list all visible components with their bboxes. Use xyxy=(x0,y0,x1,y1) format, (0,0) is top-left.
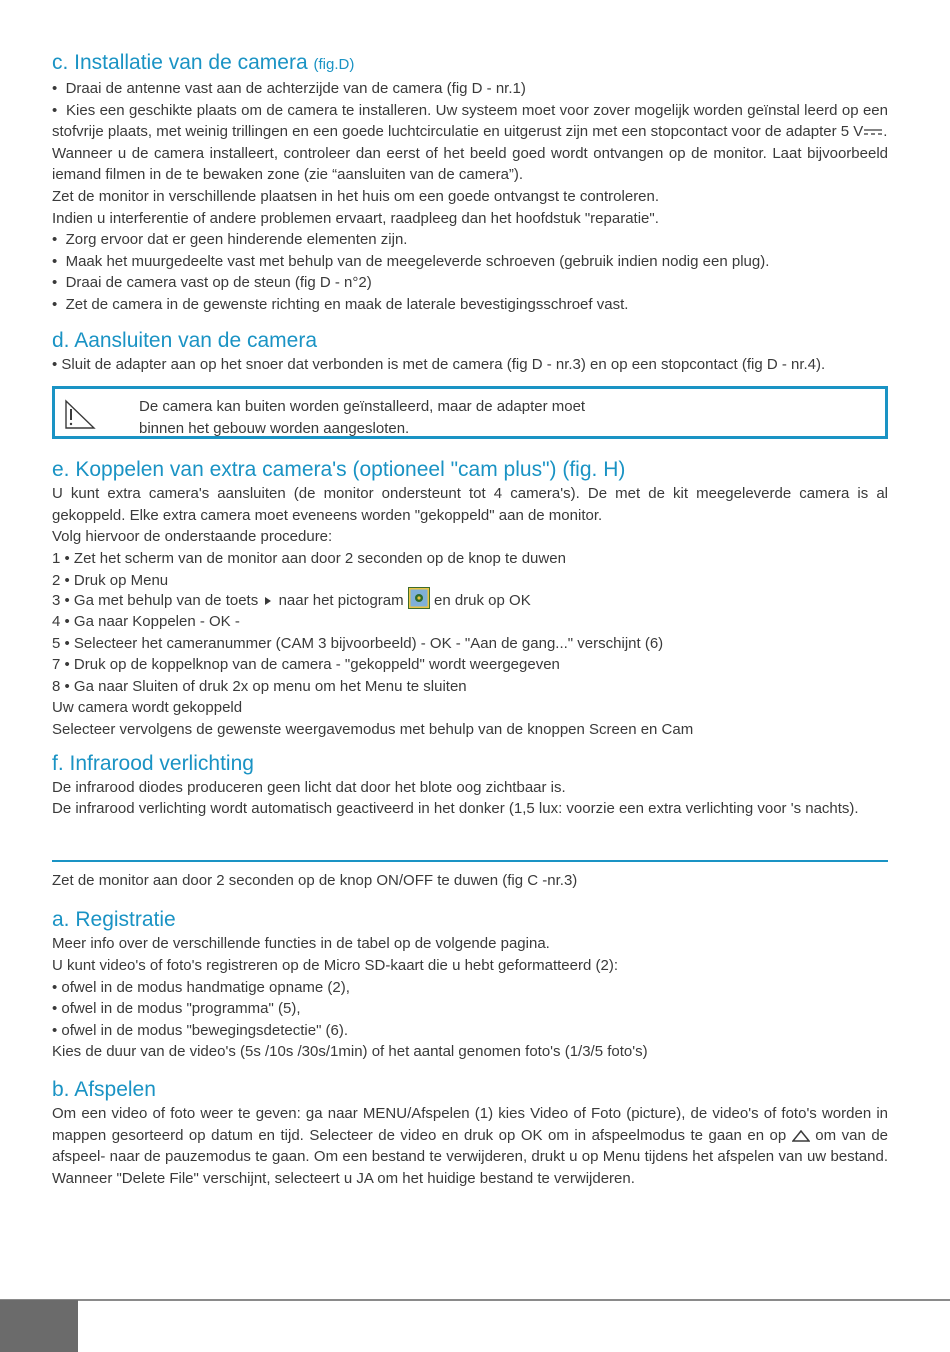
intro-text: Zet de monitor aan door 2 seconden op de knop ON/OFF te duwen (fig C -nr.3) xyxy=(52,871,578,889)
c-bullet-3: • Zorg ervoor dat er geen hinderende elementen zijn. xyxy=(52,229,888,251)
e-para-2: Volg hiervoor de onderstaande procedure: xyxy=(52,528,333,546)
c-bullet-6: • Zet de camera in de gewenste richting en maak de laterale bevestigingsschroef vast. xyxy=(52,294,888,316)
up-triangle-icon xyxy=(792,1130,810,1142)
e-para-1: U kunt extra camera's aansluiten (de monitor ondersteunt tot 4 camera's). De met de kit meegeleverde camera is al gekoppeld. Elke extra camera moet eveneens worden "gekoppeld" aan de monitor. xyxy=(52,485,888,524)
dc-symbol-icon xyxy=(863,127,883,137)
warning-triangle-icon xyxy=(63,399,97,431)
c-bullet-4: • Maak het muurgedeelte vast met behulp van de meegeleverde schroeven (gebruik indien nodig een plug). xyxy=(52,251,888,273)
section-d-title: d. Aansluiten van de camera xyxy=(52,328,318,352)
c-bullet-2: • Kies een geschikte plaats om de camera te installeren. Uw systeem moet voor zover mogelijk worden geïnstal leerd op een stofvrije plaats, met weinig trillingen en een goede luchtcirculatie en uitgerust zijn met een stopcontact voor de adapter 5 V . xyxy=(52,100,888,143)
section-c-title: c. Installatie van de camera (fig.D) xyxy=(52,51,355,74)
a-bullet-1: • ofwel in de modus handmatige opname (2), xyxy=(52,978,350,996)
e-step-3: 3 • Ga met behulp van de toets naar het pictogram en druk op OK xyxy=(52,591,888,611)
warning-box xyxy=(52,386,888,439)
footer-line xyxy=(0,1299,950,1301)
e-step-2: 2 • Druk op Menu xyxy=(52,571,169,589)
page-content xyxy=(52,50,888,1189)
c-bullet-1: • Draai de antenne vast aan de achterzijde van de camera (fig D - nr.1) xyxy=(52,78,888,100)
e-step-1: 1 • Zet het scherm van de monitor aan door 2 seconden op de knop te duwen xyxy=(52,549,566,567)
a-para-2: U kunt video's of foto's registreren op de Micro SD-kaart die u hebt geformatteerd (2): xyxy=(52,957,618,975)
c-bullet-5: • Draai de camera vast op de steun (fig D - n°2) xyxy=(52,272,888,294)
f-para-2: De infrarood verlichting wordt automatisch geactiveerd in het donker (1,5 lux: voorzie een extra verlichting voor 's nachts). xyxy=(52,800,859,818)
a-bullet-3: • ofwel in de modus "bewegingsdetectie" (6). xyxy=(52,1021,349,1039)
f-para-1: De infrarood diodes produceren geen licht dat door het blote oog zichtbaar is. xyxy=(52,778,566,796)
right-arrow-icon xyxy=(262,595,274,607)
e-step-7: 7 • Druk op de koppelknop van de camera - "gekoppeld" wordt weergegeven xyxy=(52,656,560,674)
e-step-4: 4 • Ga naar Koppelen - OK - xyxy=(52,613,240,631)
c-para-2: Zet de monitor in verschillende plaatsen in het huis om een goede ontvangst te controleren. xyxy=(52,187,660,205)
e-para-4: Selecteer vervolgens de gewenste weergavemodus met behulp van de knoppen Screen en Cam xyxy=(52,721,694,739)
a-para-3: Kies de duur van de video's (5s /10s /30s/1min) of het aantal genomen foto's (1/3/5 foto's) xyxy=(52,1043,648,1061)
e-para-3: Uw camera wordt gekoppeld xyxy=(52,699,243,717)
footer-page-tab xyxy=(0,1300,78,1352)
section-b-title: b. Afspelen xyxy=(52,1078,156,1101)
camera-settings-icon xyxy=(408,587,430,609)
b-para-1: Om een video of foto weer te geven: ga naar MENU/Afspelen (1) kies Video of Foto (picture), de video's of foto's worden in mappen gesorteerd op datum en tijd. Selecteer de video en druk op OK om in afspeelmodus te gaan en op om van de afspeel- naar de pauzemodus te gaan. Om een bestand te verwijderen, drukt u op Menu tijdens het afspelen van uw bestand. Wanneer "Delete File" verschijnt, selecteert u JA om het huidige bestand te verwijderen. xyxy=(52,1105,889,1187)
section-e-title: e. Koppelen van extra camera's (optioneel "cam plus") (fig. H) xyxy=(52,458,626,482)
warning-text: De camera kan buiten worden geïnstalleerd, maar de adapter moet binnen het gebouw worden aangesloten. xyxy=(139,398,586,437)
a-para-1: Meer info over de verschillende functies in de tabel op de volgende pagina. xyxy=(52,935,550,953)
c-para-3: Indien u interferentie of andere problemen ervaart, raadpleeg dan het hoofdstuk "reparatie". xyxy=(52,209,659,227)
section-divider xyxy=(52,860,888,862)
d-para-1: • Sluit de adapter aan op het snoer dat verbonden is met de camera (fig D - nr.3) en op een stopcontact (fig D - nr.4). xyxy=(52,355,826,373)
section-f-title: f. Infrarood verlichting xyxy=(52,751,254,775)
a-bullet-2: • ofwel in de modus "programma" (5), xyxy=(52,1000,301,1018)
e-step-8: 8 • Ga naar Sluiten of druk 2x op menu om het Menu te sluiten xyxy=(52,677,467,695)
e-step-5: 5 • Selecteer het cameranummer (CAM 3 bijvoorbeeld) - OK - "Aan de gang..." verschijnt (6) xyxy=(52,634,664,652)
c-para-1: Wanneer u de camera installeert, controleer dan eerst of het beeld goed wordt ontvangen op de monitor. Laat bijvoorbeeld iemand filmen in de te bewaken zone (zie “aansluiten van de camera”). xyxy=(52,144,888,184)
section-a-title: a. Registratie xyxy=(52,908,176,932)
